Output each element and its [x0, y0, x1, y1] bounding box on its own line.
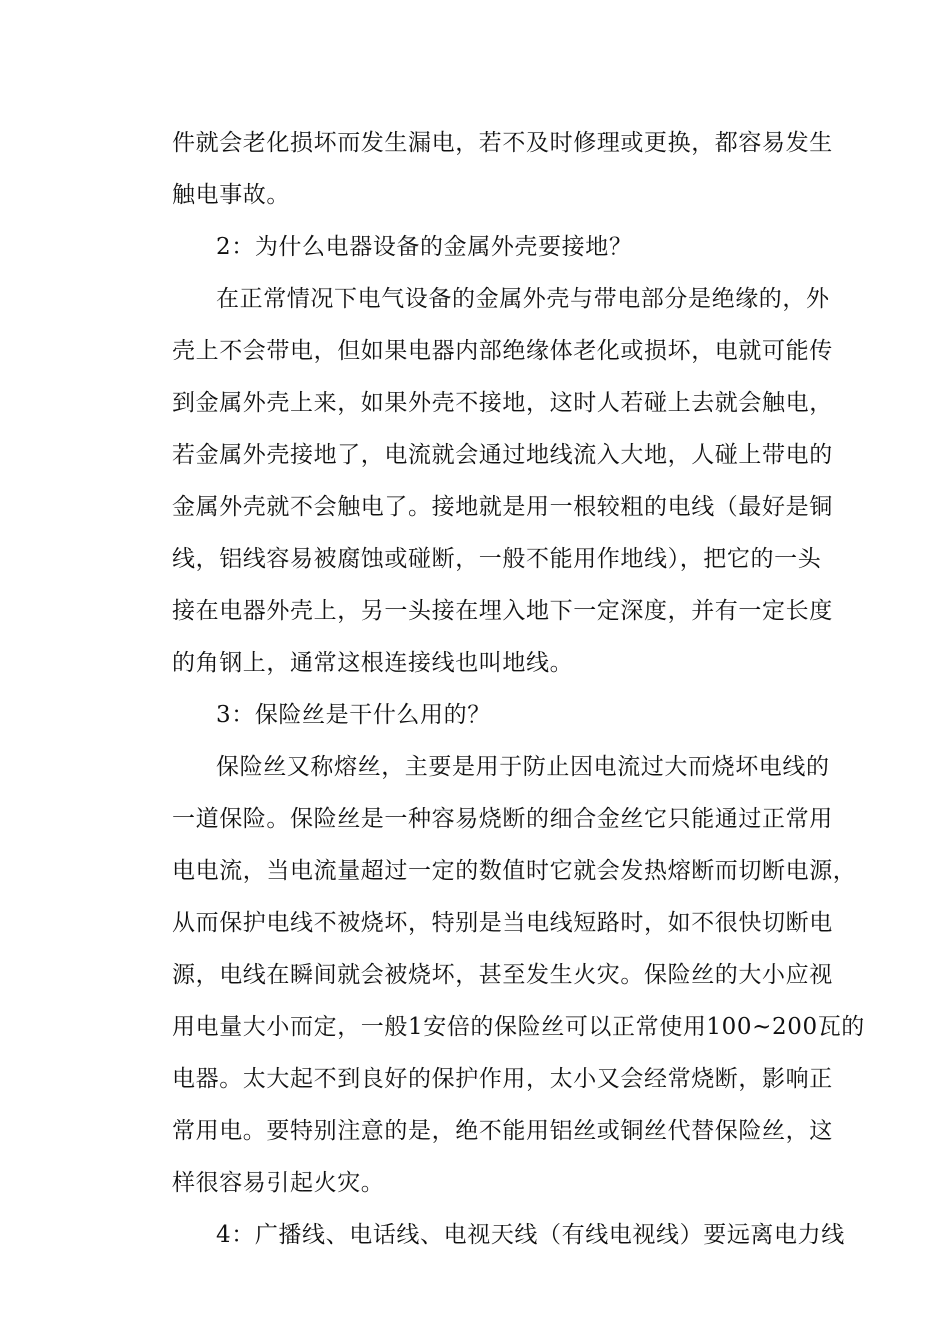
text-line: 样很容易引起火灾。 — [172, 1170, 385, 1196]
text-line: 壳上不会带电，但如果电器内部绝缘体老化或损坏，电就可能传 — [172, 338, 833, 364]
text-line: 的角钢上，通常这根连接线也叫地线。 — [172, 650, 574, 676]
paragraph-start: 保险丝又称熔丝，主要是用于防止因电流过大而烧坏电线的 — [216, 754, 830, 780]
text-line: 电电流，当电流量超过一定的数值时它就会发热熔断而切断电源， — [172, 858, 857, 884]
question-heading-2: 2：为什么电器设备的金属外壳要接地？ — [216, 234, 633, 260]
text-line: 用电量大小而定，一般1安倍的保险丝可以正常使用100~200瓦的 — [172, 1014, 865, 1040]
text-line: 源，电线在瞬间就会被烧坏，甚至发生火灾。保险丝的大小应视 — [172, 962, 833, 988]
text-line: 常用电。要特别注意的是，绝不能用铝丝或铜丝代替保险丝，这 — [172, 1118, 833, 1144]
paragraph-start: 在正常情况下电气设备的金属外壳与带电部分是绝缘的，外 — [216, 286, 830, 312]
text-line: 从而保护电线不被烧坏，特别是当电线短路时，如不很快切断电 — [172, 910, 833, 936]
text-line: 接在电器外壳上，另一头接在埋入地下一定深度，并有一定长度 — [172, 598, 833, 624]
text-line: 件就会老化损坏而发生漏电，若不及时修理或更换，都容易发生 — [172, 130, 833, 156]
text-line: 触电事故。 — [172, 182, 290, 208]
document-body — [172, 117, 865, 1261]
text-line: 一道保险。保险丝是一种容易烧断的细合金丝它只能通过正常用 — [172, 806, 833, 832]
text-line: 到金属外壳上来，如果外壳不接地，这时人若碰上去就会触电， — [172, 390, 833, 416]
question-heading-3: 3：保险丝是干什么用的？ — [216, 702, 491, 728]
text-line: 电器。太大起不到良好的保护作用，太小又会经常烧断，影响正 — [172, 1066, 833, 1092]
text-line: 金属外壳就不会触电了。接地就是用一根较粗的电线（最好是铜 — [172, 494, 833, 520]
question-heading-4: 4：广播线、电话线、电视天线（有线电视线）要远离电力线 — [216, 1222, 845, 1248]
text-line: 若金属外壳接地了，电流就会通过地线流入大地，人碰上带电的 — [172, 442, 833, 468]
text-line: 线，铝线容易被腐蚀或碰断，一般不能用作地线），把它的一头 — [172, 546, 822, 572]
